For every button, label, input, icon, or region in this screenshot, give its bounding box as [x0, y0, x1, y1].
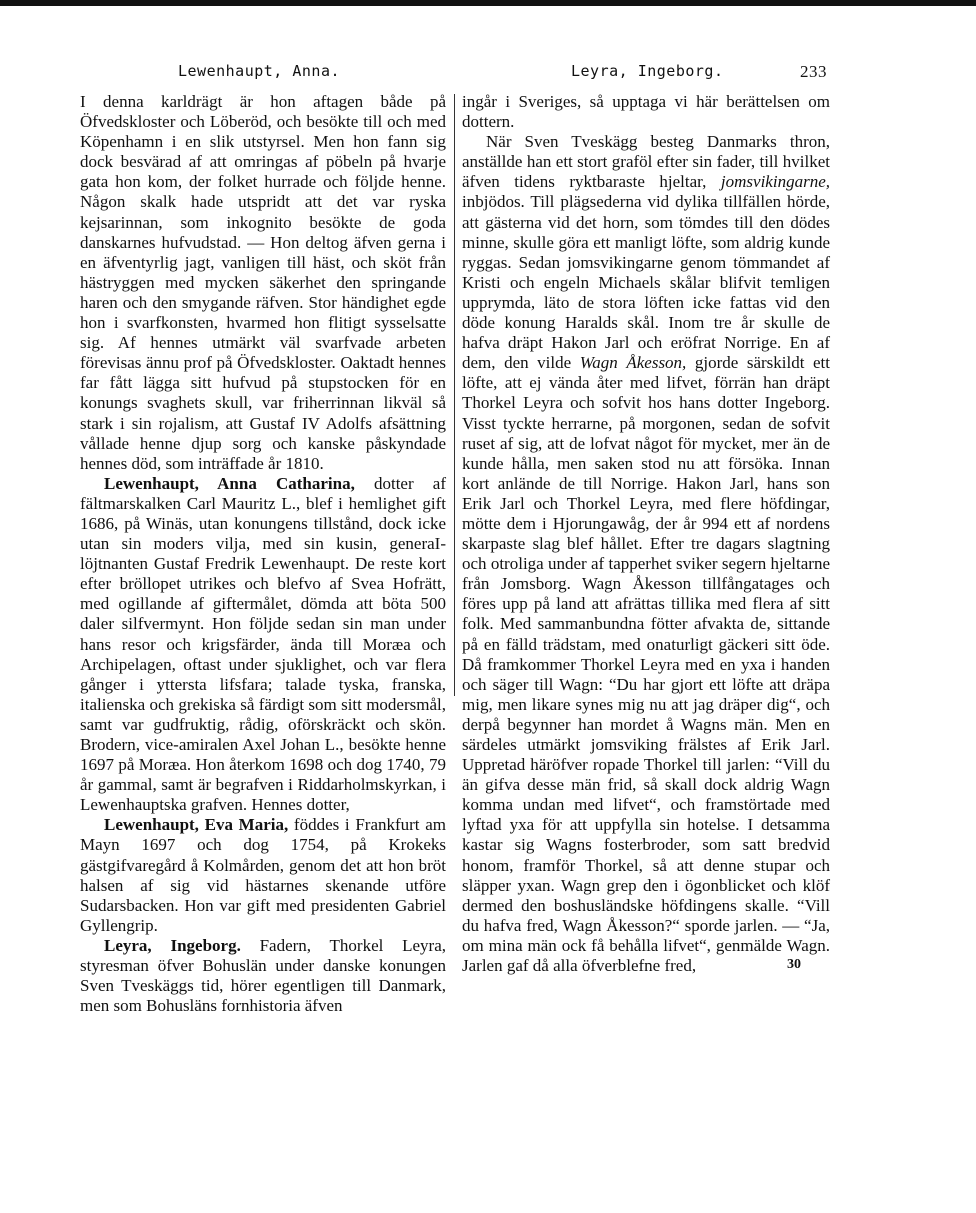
entry-text: föddes i Frankfurt am Mayn 1697 och dog 1754, på Krokeks gästgifvaregård å Kolmården, genom det att hon bröt halsen af sig vid hästarnes skenande utföre Sudarsbacken. Hon var gift med presidenten Gabriel Gyllengrip. — [80, 815, 446, 935]
paragraph-sven-tveskagg — [462, 132, 830, 976]
right-column — [462, 92, 830, 976]
entry-name: Leyra, Ingeborg. — [104, 935, 241, 955]
entry-leyra-ingeborg — [80, 936, 446, 1016]
paragraph-anna-continued: I denna karldrägt är hon aftagen både på Öfvedskloster och Löberöd, och besökte till och med Köpenhamn i en slik utstyrsel. Men hon fann sig dock besvärad af att omringas af pöbeln på hvarje gata hon kom, der folket hurrade och följde henne. Någon skalk hade utspridt att det var ryska kejsarinnan, som inkognito besökte de goda danskarnes hufvudstad. — Hon deltog äfven gerna i en äfventyrlig jagt, vanligen till häst, och sköt från hästryggen med mycken säkerhet den springande haren och den smygande räfven. Stor händighet egde hon i svarfkonsten, hvarmed hon flitigt sysselsatte sig. Af hennes utmärkt väl svarfvade arbeten förevisas ännu prof på Öfvedskloster. Oaktadt hennes far fått lägga sitt hufvud på stupstocken för en konungs svaghets skull, var friherrinnan likväl så stark i sin rojalism, att Gustaf IV Adolfs afsättning vållade henne djup sorg och kanske påskyndade hennes död, som inträffade år 1810. — [80, 92, 446, 473]
left-column — [80, 92, 446, 1016]
header-left-title: Lewenhaupt, Anna. — [178, 62, 341, 80]
page-number: 233 — [800, 62, 827, 81]
column-divider — [454, 94, 455, 696]
entry-eva-maria — [80, 815, 446, 936]
running-header — [0, 62, 976, 86]
paragraph-continued: ingår i Sveriges, så upptaga vi här berättelsen om dottern. — [462, 92, 830, 132]
entry-anna-catharina — [80, 474, 446, 816]
signature-mark: 30 — [787, 957, 801, 972]
italic-name: Wagn Åkesson, — [579, 353, 687, 373]
entry-text: dotter af fältmarskalken Carl Mauritz L., blef i hemlighet gift 1686, på Winäs, utan konungens tillstånd, dock icke utan sin moders vilja, med sin kusin, generaI-löjtnanten Gustaf Fredrik Lewenhaupt. De reste kort efter bröllopet utrikes och blefvo af Svea Hofrätt, med ogillande af giftermålet, dömda att böta 500 daler silfvermynt. Hon följde sedan sin man under hans resor och krigsfärder, ända till Moræa och Archipelagen, oftast under sjuklighet, och var flera gånger i yttersta lifsfara; talade tyska, franska, italienska och grekiska så färdigt som sitt modersmål, samt var gudfruktig, rådig, oförskräckt och skön. Brodern, vice-amiralen Axel Johan L., besökte henne 1697 på Moræa. Hon återkom 1698 och dog 1740, 79 år gammal, samt är begrafven i Riddarholmskyrkan, i Lewenhauptska grafven. Hennes dotter, — [80, 473, 446, 815]
text-segment: När Sven Tveskägg besteg Danmarks thron, anställde han ett stort graföl efter sin fader, till hvilket äfven tidens ryktbaraste hjeltar, — [462, 132, 830, 192]
header-right-title: Leyra, Ingeborg. — [571, 62, 724, 80]
text-segment: inbjödos. Till plägsederna vid dylika tillfällen hörde, att gästerna vid det horn, som tömdes till den dödes minne, skulle göra ett manligt löfte, som aldrig kunde ryggas. Sedan jomsvikingarne genom tömmandet af Kristi och engeln Michaels skålar blifvit temligen upprymda, läto de stora löften icke fattas vid den döde konung Haralds skål. Inom tre år skulle de hafva dräpt Hakon Jarl och eröfrat Norrige. En af dem, den vilde — [462, 192, 830, 373]
entry-name: Lewenhaupt, Eva Maria, — [104, 815, 289, 835]
text-segment: gjorde särskildt ett löfte, att ej vända åter med lifvet, förrän han dräpt Thorkel Leyra och sofvit hos hans dotter Ingeborg. Visst tyckte herrarne, på morgonen, sedan de sofvit ruset af sig, att de lofvat något för mycket, mer än de kunde hålla, men saken stod nu att försöka. Innan kort anlände de till Norrige. Hakon Jarl, hans son Erik Jarl och Thorkel Leyra, med flere höfdingar, mötte dem i Hjorungawåg, der år 994 ett af nordens skarpaste slag blef hållet. Efter tre dagars slagtning och otroliga under af tapperhet sviker segern hjeltarne från Jomsborg. Wagn Åkesson tillfångatages och föres upp på land att afrättas tillika med flera af sitt folk. Med sammanbundna fötter afvakta de, sittande på en fälld trädstam, med onaturligt gäckeri sitt öde. Då framkommer Thorkel Leyra med en yxa i handen och säger till Wagn: “Du har gjort ett löfte att dräpa mig, men likare synes mig nu att jag dräper dig“, och derpå begynner han mordet å Wagns män. Men en särdeles utmärkt jomsviking frälstes af Erik Jarl. Uppretad häröfver ropade Thorkel till jarlen: “Vill du än gifva desse män frid, så skall dock aldrig Wagn komma undan med lifvet“, och framstörtade med lyftad yxa för att uppfylla sin hotelse. I detsamma kastar sig Wagns fosterbroder, som satt bredvid honom, framför Thorkel, så att denne stupar och släpper yxan. Wagn grep den i ögonblicket och klöf dermed den boshusländske höfdingens skalle. “Vill du hafva fred, Wagn Åkesson?“ sporde jarlen. — “Ja, om mina män ock få behålla lifvet“, genmälde Wagn. Jarlen gaf då alla öfverblefne fred, — [462, 353, 830, 976]
italic-term: jomsvikingarne, — [720, 172, 830, 192]
entry-name: Lewenhaupt, Anna Catharina, — [104, 473, 355, 493]
entry-text: Fadern, Thorkel Leyra, styresman öfver Bohuslän under danske konungen Sven Tveskäggs tid, hörer egentligen till Danmark, men som Bohusläns fornhistoria äfven — [80, 935, 446, 1016]
top-border-rule — [0, 0, 976, 6]
